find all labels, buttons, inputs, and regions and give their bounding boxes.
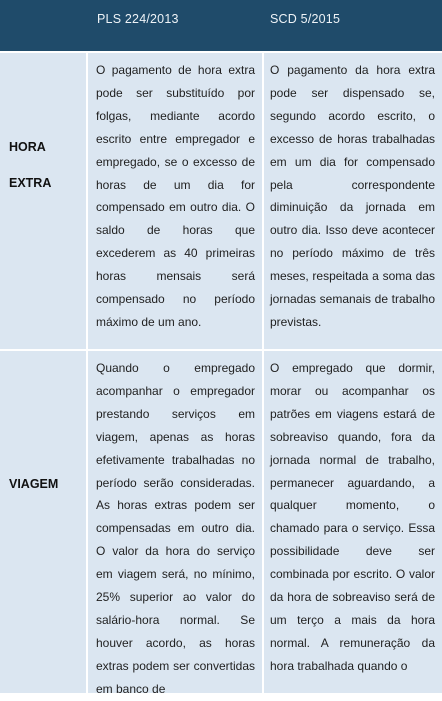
table-header — [0, 0, 442, 51]
scd-cell-text: O pagamento da hora extra pode ser dispensado se, segundo acordo escrito, o excesso de horas trabalhadas em um dia for compensado pela correspondente diminuição da jornada em outro dia. Isso deve acontecer no período máximo de três meses, respeitada a soma das jornadas semanais de trabalho previstas. — [270, 63, 435, 329]
row-label-line: HORA — [9, 140, 46, 154]
scd-cell-text: O empregado que dormir, morar ou acompanhar os patrões em viagens estará de sobreaviso quando, fora da jornada normal de trabalho, permanecer aguardando, a qualquer momento, o chamado para o serviço. Essa possibilidade deve ser combinada por escrito. O valor da hora de sobreaviso será de um terço a mais da hora normal. A remuneração da hora trabalhada quando o — [270, 361, 435, 673]
column-divider — [86, 53, 88, 349]
table-row-hora-extra — [0, 53, 442, 349]
table-row-viagem — [0, 351, 442, 696]
header-pls: PLS 224/2013 — [97, 12, 179, 26]
row-label-line: VIAGEM — [9, 477, 59, 491]
column-divider — [262, 53, 264, 349]
row-label-line: EXTRA — [9, 176, 52, 190]
pls-cell-text: O pagamento de hora extra pode ser substituído por folgas, mediante acordo escrito entre empregador e empregado, se o excesso de horas de um dia for compensado em outro dia. O saldo de horas que excederem as 40 primeiras horas mensais será compensado no período máximo de um ano. — [96, 63, 255, 329]
column-divider — [262, 351, 264, 693]
header-scd: SCD 5/2015 — [270, 12, 341, 26]
pls-cell-text: Quando o empregado acompanhar o empregador prestando serviços em viagem, apenas as horas efetivamente trabalhadas no período serão consideradas. As horas extras podem ser compensadas em outro dia. O valor da hora do serviço em viagem será, no mínimo, 25% superior ao valor do salário-hora normal. Se houver acordo, as horas extras podem ser convertidas em banco de — [96, 361, 255, 696]
column-divider — [86, 351, 88, 693]
